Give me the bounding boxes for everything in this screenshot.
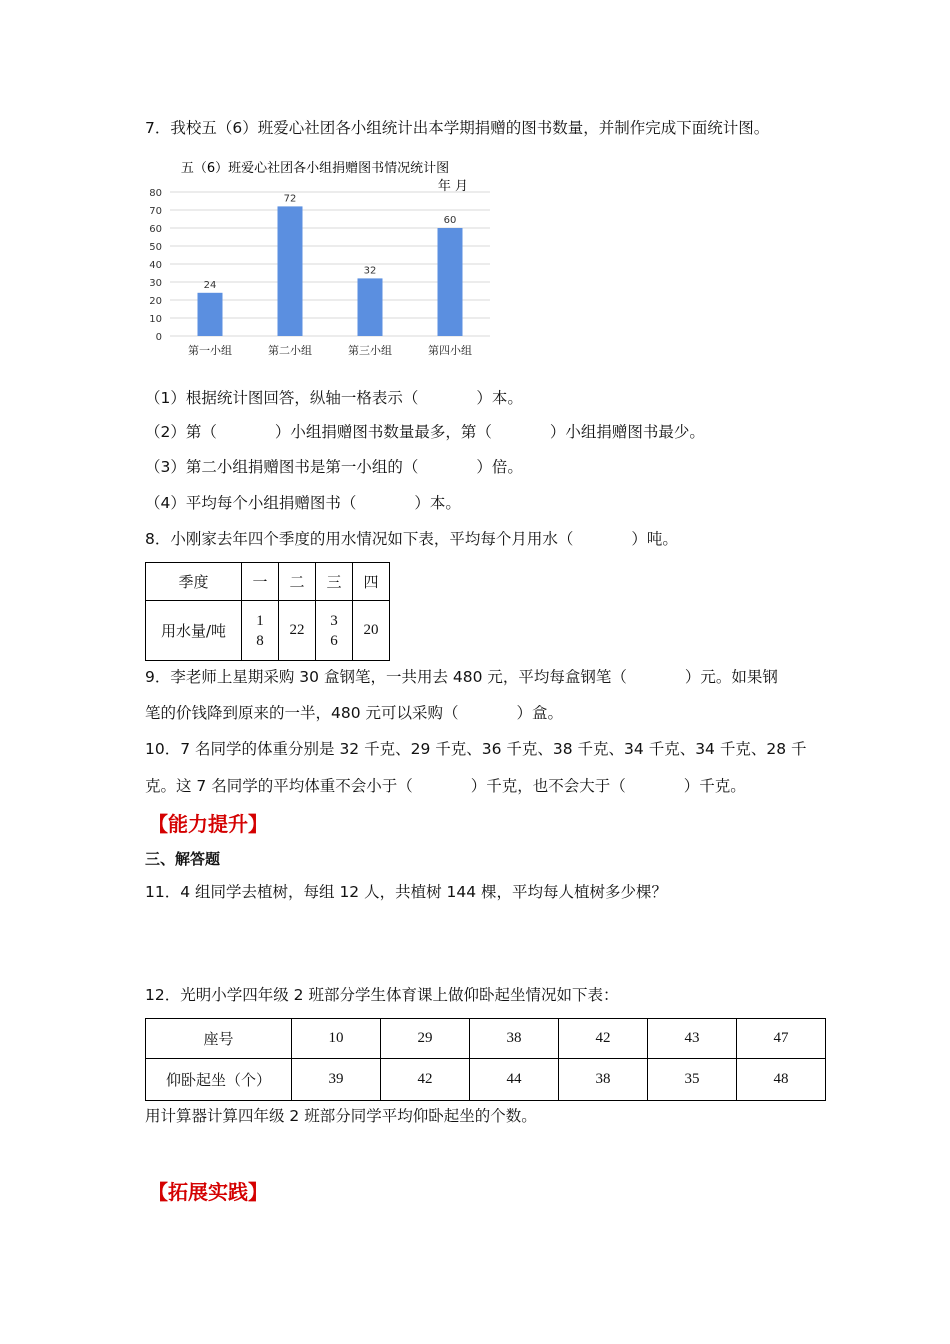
count-5: 35 [648, 1059, 737, 1101]
q12-situp-table [145, 1018, 826, 1101]
q8-row2-label: 用水量/吨 [146, 601, 242, 661]
count-3: 44 [470, 1059, 559, 1101]
heading-ability: 【能力提升】 [148, 812, 268, 836]
bar-value-label: 72 [283, 193, 297, 205]
season-2: 二 [279, 563, 316, 601]
q7-sub1: （1）根据统计图回答，纵轴一格表示（ ）本。 [145, 389, 523, 407]
q9-line2: 笔的价钱降到原来的一半，480 元可以采购（ ）盒。 [145, 704, 564, 722]
season-3: 三 [316, 563, 353, 601]
count-1: 39 [292, 1059, 381, 1101]
y-tick-label: 10 [149, 314, 162, 325]
q10-line2: 克。这 7 名同学的平均体重不会小于（ ）千克，也不会大于（ ）千克。 [145, 777, 746, 795]
seat-6: 47 [737, 1019, 826, 1059]
category-label: 第二小组 [268, 344, 312, 357]
section-3-title: 三、解答题 [145, 850, 221, 868]
chart-title: 五（6）班爱心社团各小组捐赠图书情况统计图 [180, 161, 450, 176]
q8-stem: 8．小刚家去年四个季度的用水情况如下表，平均每个月用水（ ）吨。 [145, 530, 678, 548]
bar-4 [438, 228, 463, 336]
seat-1: 10 [292, 1019, 381, 1059]
season-1: 一 [242, 563, 279, 601]
bar-2 [278, 206, 303, 336]
count-4: 38 [559, 1059, 648, 1101]
water-value-4: 20 [353, 601, 390, 661]
water-value-2: 22 [279, 601, 316, 661]
q8-row1-label: 季度 [146, 563, 242, 601]
seat-5: 43 [648, 1019, 737, 1059]
category-label: 第一小组 [188, 344, 232, 357]
y-tick-label: 50 [149, 242, 162, 253]
chart-subtitle: 年 月 [437, 179, 469, 194]
y-tick-label: 60 [149, 224, 162, 235]
water-value-1: 1 8 [242, 601, 279, 661]
q7-sub4: （4）平均每个小组捐赠图书（ ）本。 [145, 494, 461, 512]
seat-2: 29 [381, 1019, 470, 1059]
y-tick-label: 30 [149, 278, 162, 289]
y-tick-label: 40 [149, 260, 162, 271]
q7-sub3: （3）第二小组捐赠图书是第一小组的（ ）倍。 [145, 458, 523, 476]
q7-stem: 7．我校五（6）班爱心社团各小组统计出本学期捐赠的图书数量，并制作完成下面统计图。 [145, 119, 770, 137]
q9-line1: 9．李老师上星期采购 30 盒钢笔，一共用去 480 元，平均每盒钢笔（ ）元。如果钢 [145, 668, 778, 686]
heading-extension: 【拓展实践】 [148, 1180, 268, 1204]
bar-value-label: 60 [443, 215, 457, 226]
count-2: 42 [381, 1059, 470, 1101]
season-4: 四 [353, 563, 390, 601]
water-value-3: 3 6 [316, 601, 353, 661]
q7-sub2: （2）第（ ）小组捐赠图书数量最多，第（ ）小组捐赠图书最少。 [145, 423, 705, 441]
bar-value-label: 32 [363, 265, 377, 277]
count-6: 48 [737, 1059, 826, 1101]
y-tick-label: 0 [155, 332, 162, 343]
bar-chart [145, 155, 505, 365]
q11-stem: 11．4 组同学去植树，每组 12 人，共植树 144 棵，平均每人植树多少棵？ [145, 883, 668, 901]
q8-water-table [145, 562, 390, 661]
bar-3 [358, 278, 383, 336]
seat-4: 42 [559, 1019, 648, 1059]
y-tick-label: 70 [149, 206, 162, 217]
y-tick-label: 20 [149, 296, 162, 307]
category-label: 第四小组 [428, 344, 472, 357]
q10-line1: 10．7 名同学的体重分别是 32 千克、29 千克、36 千克、38 千克、34 千克、34 千克、28 千 [145, 740, 807, 758]
q12-after: 用计算器计算四年级 2 班部分同学平均仰卧起坐的个数。 [145, 1107, 537, 1125]
seat-3: 38 [470, 1019, 559, 1059]
q12-stem: 12．光明小学四年级 2 班部分学生体育课上做仰卧起坐情况如下表： [145, 986, 619, 1004]
q12-row2-label: 仰卧起坐（个） [146, 1059, 292, 1101]
q12-row1-label: 座号 [146, 1019, 292, 1059]
category-label: 第三小组 [348, 344, 392, 357]
bar-value-label: 24 [203, 279, 217, 291]
y-tick-label: 80 [149, 188, 162, 199]
bar-1 [198, 293, 223, 336]
